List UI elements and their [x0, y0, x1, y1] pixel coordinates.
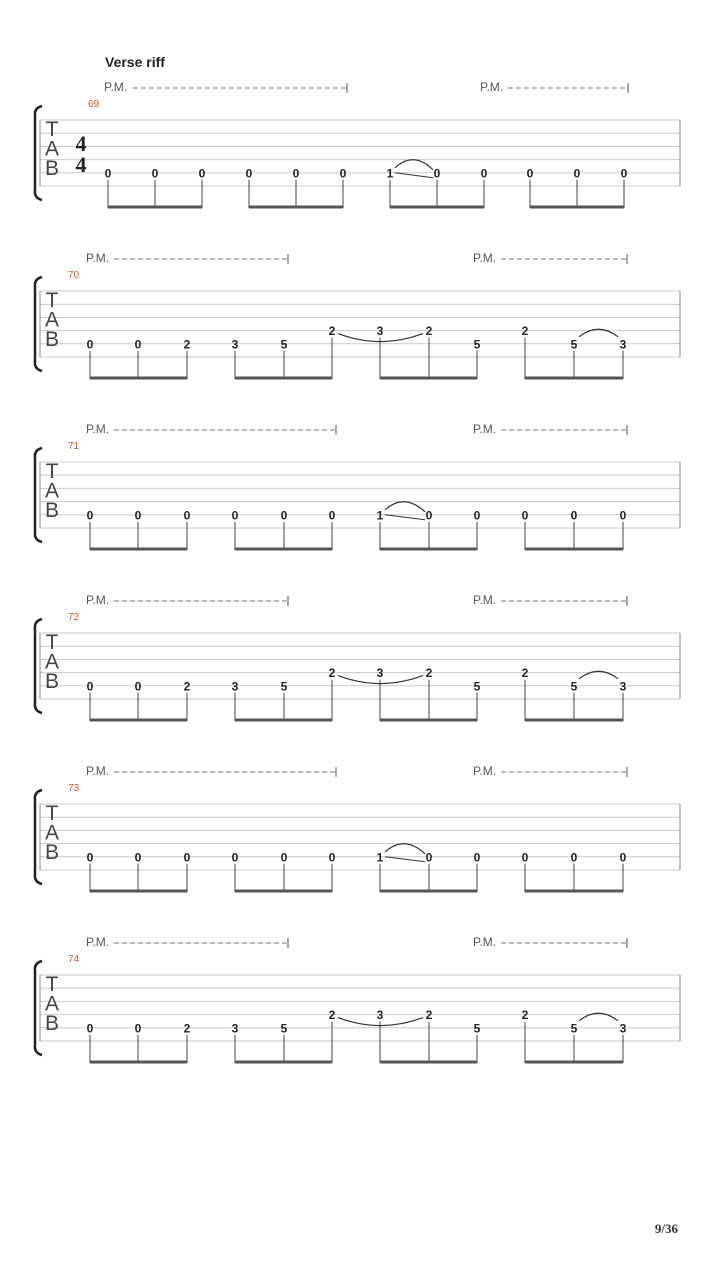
- tab-clef-letter: B: [44, 841, 60, 864]
- tab-clef-letter: A: [44, 479, 60, 503]
- fret-number: 1: [376, 850, 384, 865]
- tab-clef-letter: B: [44, 157, 60, 180]
- fret-number: 0: [134, 1021, 142, 1036]
- palm-mute-label: P.M.: [86, 251, 110, 265]
- fret-number: 0: [570, 850, 578, 865]
- fret-number: 0: [231, 850, 239, 865]
- measure-number: 72: [68, 612, 80, 623]
- fret-number: 0: [328, 508, 336, 523]
- fret-number: 0: [104, 166, 112, 181]
- fret-number: 5: [280, 1021, 288, 1036]
- fret-number: 0: [151, 166, 159, 181]
- fret-number: 0: [245, 166, 253, 181]
- fret-number: 3: [376, 666, 384, 681]
- fret-number: 0: [292, 166, 300, 181]
- fret-number: 0: [425, 850, 433, 865]
- fret-number: 0: [280, 508, 288, 523]
- palm-mute-label: P.M.: [104, 80, 128, 94]
- tab-clef-letter: B: [44, 499, 60, 522]
- tab-clef-letter: B: [44, 328, 60, 351]
- fret-number: 3: [376, 324, 384, 339]
- fret-number: 0: [86, 508, 94, 523]
- tab-clef-letter: A: [44, 650, 60, 674]
- fret-number: 0: [526, 166, 534, 181]
- fret-number: 0: [433, 166, 441, 181]
- fret-number: 5: [473, 679, 481, 694]
- fret-number: 0: [198, 166, 206, 181]
- fret-number: 3: [619, 337, 627, 352]
- fret-number: 0: [573, 166, 581, 181]
- palm-mute-label: P.M.: [473, 251, 497, 265]
- tab-clef-letter: T: [45, 802, 59, 825]
- palm-mute-label: P.M.: [86, 935, 110, 949]
- fret-number: 2: [183, 1021, 191, 1036]
- fret-number: 3: [619, 679, 627, 694]
- fret-number: 0: [86, 1021, 94, 1036]
- slur-arc: [395, 160, 433, 170]
- fret-number: 5: [570, 1021, 578, 1036]
- fret-number: 2: [425, 666, 433, 681]
- tab-clef-letter: T: [45, 289, 59, 312]
- measure-number: 74: [68, 954, 80, 965]
- fret-number: 3: [231, 337, 239, 352]
- slur-arc: [385, 844, 425, 854]
- palm-mute-label: P.M.: [473, 422, 497, 436]
- tab-clef-letter: A: [44, 821, 60, 845]
- palm-mute-label: P.M.: [86, 764, 110, 778]
- fret-number: 2: [521, 324, 529, 339]
- fret-number: 3: [231, 1021, 239, 1036]
- tab-clef-letter: T: [45, 118, 59, 141]
- fret-number: 2: [183, 337, 191, 352]
- page-number: 9/36: [654, 1221, 678, 1236]
- fret-number: 0: [134, 679, 142, 694]
- fret-number: 0: [425, 508, 433, 523]
- palm-mute-label: P.M.: [473, 593, 497, 607]
- fret-number: 0: [86, 679, 94, 694]
- measure-number: 71: [68, 441, 80, 452]
- fret-number: 0: [619, 850, 627, 865]
- fret-number: 5: [280, 337, 288, 352]
- tab-clef-letter: B: [44, 670, 60, 693]
- tab-clef-letter: B: [44, 1012, 60, 1035]
- tab-clef-letter: A: [44, 992, 60, 1016]
- slide-line: [395, 173, 433, 178]
- fret-number: 0: [619, 508, 627, 523]
- fret-number: 0: [473, 508, 481, 523]
- measure-number: 73: [68, 783, 80, 794]
- fret-number: 0: [134, 850, 142, 865]
- fret-number: 0: [231, 508, 239, 523]
- fret-number: 0: [183, 850, 191, 865]
- tab-clef-letter: T: [45, 631, 59, 654]
- fret-number: 1: [386, 166, 394, 181]
- fret-number: 0: [339, 166, 347, 181]
- fret-number: 0: [86, 850, 94, 865]
- fret-number: 5: [473, 337, 481, 352]
- palm-mute-label: P.M.: [480, 80, 504, 94]
- fret-number: 3: [619, 1021, 627, 1036]
- fret-number: 0: [328, 850, 336, 865]
- tab-clef-letter: T: [45, 973, 59, 996]
- fret-number: 5: [473, 1021, 481, 1036]
- measure-number: 70: [68, 270, 80, 281]
- fret-number: 5: [570, 337, 578, 352]
- fret-number: 2: [425, 324, 433, 339]
- fret-number: 1: [376, 508, 384, 523]
- fret-number: 3: [376, 1008, 384, 1023]
- fret-number: 3: [231, 679, 239, 694]
- tab-clef-letter: T: [45, 460, 59, 483]
- palm-mute-label: P.M.: [473, 935, 497, 949]
- slur-arc: [385, 502, 425, 512]
- palm-mute-label: P.M.: [86, 593, 110, 607]
- fret-number: 0: [183, 508, 191, 523]
- tab-clef-letter: A: [44, 137, 60, 161]
- fret-number: 5: [570, 679, 578, 694]
- fret-number: 0: [134, 337, 142, 352]
- fret-number: 2: [521, 666, 529, 681]
- palm-mute-label: P.M.: [86, 422, 110, 436]
- section-title: Verse riff: [105, 54, 165, 70]
- measure-number: 69: [88, 99, 100, 110]
- tab-clef-letter: A: [44, 308, 60, 332]
- slide-line: [385, 857, 425, 862]
- fret-number: 0: [521, 850, 529, 865]
- slide-line: [385, 515, 425, 520]
- fret-number: 0: [480, 166, 488, 181]
- fret-number: 2: [425, 1008, 433, 1023]
- fret-number: 2: [521, 1008, 529, 1023]
- palm-mute-label: P.M.: [473, 764, 497, 778]
- fret-number: 0: [134, 508, 142, 523]
- time-signature-top: 4: [75, 131, 87, 156]
- fret-number: 5: [280, 679, 288, 694]
- fret-number: 2: [328, 1008, 336, 1023]
- fret-number: 0: [86, 337, 94, 352]
- fret-number: 2: [328, 324, 336, 339]
- fret-number: 0: [473, 850, 481, 865]
- fret-number: 2: [328, 666, 336, 681]
- time-signature-bottom: 4: [75, 152, 87, 177]
- fret-number: 0: [620, 166, 628, 181]
- fret-number: 0: [280, 850, 288, 865]
- fret-number: 0: [570, 508, 578, 523]
- fret-number: 0: [521, 508, 529, 523]
- fret-number: 2: [183, 679, 191, 694]
